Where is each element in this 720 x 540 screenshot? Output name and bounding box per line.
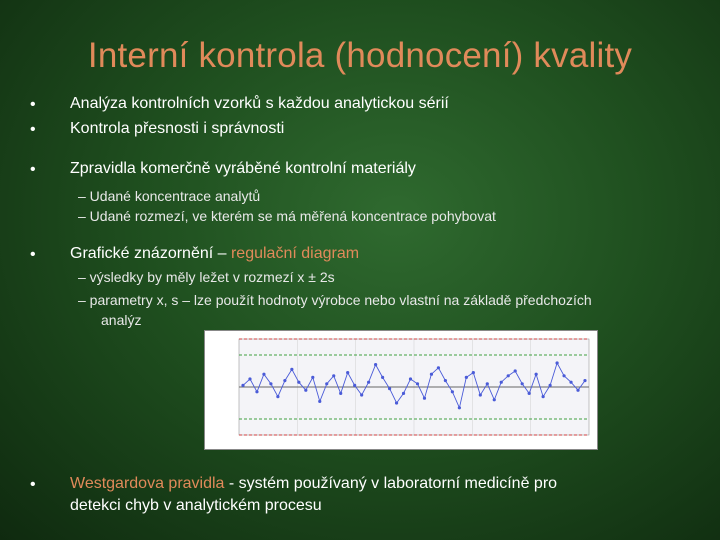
data-point xyxy=(402,392,405,395)
westgard-rest: - systém používaný v laboratorní medicíně pro xyxy=(224,475,558,492)
data-point xyxy=(458,406,461,409)
data-point xyxy=(444,379,447,382)
sub-parameters: – parametry x, s – lze použít hodnoty výrobce nebo vlastní na základě předchozích xyxy=(78,292,592,308)
data-point xyxy=(500,381,503,384)
data-point xyxy=(583,379,586,382)
data-point xyxy=(269,382,272,385)
data-point xyxy=(248,377,251,380)
data-point xyxy=(381,376,384,379)
sub-results: – výsledky by měly ležet v rozmezí x ± 2s xyxy=(78,269,335,285)
control-chart-svg xyxy=(205,331,597,449)
bullet-marker: • xyxy=(30,96,36,113)
bullet-marker: • xyxy=(30,121,36,138)
data-point xyxy=(493,398,496,401)
data-point xyxy=(549,384,552,387)
data-point xyxy=(416,382,419,385)
data-point xyxy=(514,369,517,372)
data-point xyxy=(339,392,342,395)
graphic-prefix: Grafické znázornění – xyxy=(70,245,231,262)
bullet-westgard xyxy=(70,475,557,493)
slide-title: Interní kontrola (hodnocení) kvality xyxy=(87,36,633,75)
bullet-materials: Zpravidla komerčně vyráběné kontrolní materiály xyxy=(70,160,416,177)
data-point xyxy=(346,371,349,374)
data-point xyxy=(472,371,475,374)
data-point xyxy=(430,373,433,376)
data-point xyxy=(311,376,314,379)
data-point xyxy=(423,397,426,400)
data-point xyxy=(290,368,293,371)
westgard-highlight: Westgardova pravidla xyxy=(70,475,225,492)
data-point xyxy=(318,400,321,403)
data-point xyxy=(576,389,579,392)
data-point xyxy=(262,373,265,376)
graphic-highlight: regulační diagram xyxy=(230,245,360,262)
data-point xyxy=(521,382,524,385)
data-point xyxy=(353,384,356,387)
bullet-marker: • xyxy=(30,161,36,178)
data-point xyxy=(367,381,370,384)
data-point xyxy=(465,376,468,379)
data-point xyxy=(409,377,412,380)
data-point xyxy=(535,373,538,376)
bullet-precision: Kontrola přesnosti i správnosti xyxy=(70,120,285,137)
data-point xyxy=(542,395,545,398)
data-point xyxy=(437,366,440,369)
data-point xyxy=(332,374,335,377)
sub-concentrations: – Udané koncentrace analytů xyxy=(78,188,261,204)
data-point xyxy=(360,393,363,396)
control-chart xyxy=(204,330,598,450)
data-point xyxy=(528,392,531,395)
data-point xyxy=(276,395,279,398)
sub-range: – Udané rozmezí, ve kterém se má měřená koncentrace pohybovat xyxy=(78,208,496,224)
bullet-analysis: Analýza kontrolních vzorků s každou analytickou sérií xyxy=(70,95,449,112)
data-point xyxy=(304,389,307,392)
data-point xyxy=(555,361,558,364)
data-point xyxy=(451,390,454,393)
data-point xyxy=(569,381,572,384)
data-point xyxy=(241,384,244,387)
data-point xyxy=(388,387,391,390)
bullet-marker: • xyxy=(30,246,36,263)
data-point xyxy=(562,374,565,377)
data-point xyxy=(255,390,258,393)
data-point xyxy=(479,393,482,396)
bullet-marker: • xyxy=(30,476,36,493)
data-point xyxy=(283,379,286,382)
data-point xyxy=(297,381,300,384)
data-point xyxy=(374,363,377,366)
westgard-line2: detekci chyb v analytickém procesu xyxy=(70,497,322,514)
data-point xyxy=(395,401,398,404)
sub-parameters-cont: analýz xyxy=(101,312,142,328)
data-point xyxy=(486,382,489,385)
bullet-graphic xyxy=(70,245,359,263)
data-point xyxy=(325,382,328,385)
data-point xyxy=(507,374,510,377)
